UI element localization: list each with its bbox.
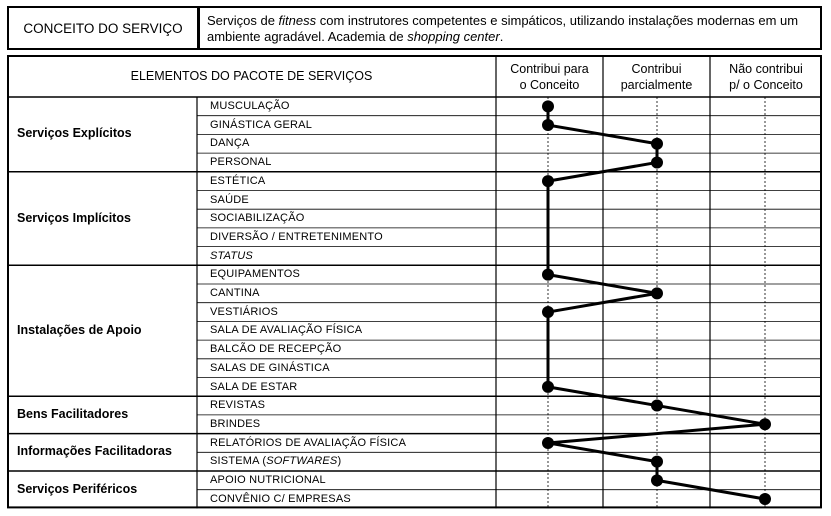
item-label: CANTINA bbox=[210, 287, 260, 299]
group-label: Informações Facilitadoras bbox=[17, 444, 172, 459]
profile-dot bbox=[542, 269, 554, 281]
concept-description bbox=[207, 13, 812, 45]
item-label: EQUIPAMENTOS bbox=[210, 268, 301, 281]
profile-dot bbox=[651, 400, 663, 412]
concept-text-part: . bbox=[499, 29, 504, 44]
item-label: APOIO NUTRICIONAL bbox=[210, 474, 326, 486]
group-label: Serviços Explícitos bbox=[17, 126, 132, 141]
elements-header: ELEMENTOS DO PACOTE DE SERVIÇOS bbox=[130, 69, 373, 83]
item-label: RELATÓRIOS DE AVALIAÇÃO FÍSICA bbox=[210, 436, 407, 449]
item-label: BALCÃO DE RECEPÇÃO bbox=[210, 343, 342, 356]
concept-label: CONCEITO DO SERVIÇO bbox=[23, 20, 183, 36]
profile-dot bbox=[542, 306, 554, 318]
profile-dot bbox=[651, 474, 663, 486]
item-label: CONVÊNIO C/ EMPRESAS bbox=[210, 492, 351, 505]
item-label: SALA DE AVALIAÇÃO FÍSICA bbox=[210, 324, 363, 337]
item-label: SALAS DE GINÁSTICA bbox=[210, 361, 330, 374]
service-package-table bbox=[7, 55, 822, 510]
profile-dot bbox=[651, 138, 663, 150]
item-label: SOCIABILIZAÇÃO bbox=[210, 212, 305, 225]
profile-dot bbox=[651, 156, 663, 168]
item-label: DANÇA bbox=[210, 137, 250, 150]
concept-text-box bbox=[198, 6, 822, 50]
column-header-line2: parcialmente bbox=[620, 78, 693, 92]
column-header-line2: p/ o Conceito bbox=[729, 78, 803, 92]
concept-text-part: fitness bbox=[278, 13, 317, 28]
profile-dot bbox=[759, 493, 771, 505]
item-label: PERSONAL bbox=[210, 156, 272, 169]
concept-text-part: com instrutores competentes e simpáticos, utilizando instalações modernas em um ambiente agradável. Academia de bbox=[207, 13, 799, 44]
profile-dot bbox=[542, 119, 554, 131]
item-label: MUSCULAÇÃO bbox=[210, 100, 290, 112]
table-grid-and-profile bbox=[7, 55, 822, 510]
item-label: BRINDES bbox=[210, 417, 261, 430]
item-label: ESTÉTICA bbox=[210, 174, 266, 187]
column-header-line1: Não contribui bbox=[729, 62, 803, 76]
group-label: Serviços Periféricos bbox=[17, 481, 138, 496]
group-label: Serviços Implícitos bbox=[17, 210, 131, 225]
profile-dot bbox=[651, 456, 663, 468]
profile-dot bbox=[542, 381, 554, 393]
profile-dot bbox=[759, 418, 771, 430]
item-label: GINÁSTICA GERAL bbox=[210, 118, 313, 131]
column-header-line2: o Conceito bbox=[519, 78, 580, 92]
profile-dot bbox=[542, 100, 554, 112]
item-label: VESTIÁRIOS bbox=[210, 305, 279, 318]
item-label: SAÚDE bbox=[210, 193, 249, 206]
profile-dot bbox=[542, 175, 554, 187]
column-header-line1: Contribui bbox=[631, 62, 682, 76]
item-label: REVISTAS bbox=[210, 399, 266, 412]
profile-dot bbox=[542, 437, 554, 449]
item-label: SALA DE ESTAR bbox=[210, 380, 298, 393]
concept-text-part: Serviços de bbox=[207, 13, 279, 28]
table-border bbox=[8, 56, 821, 507]
group-label: Bens Facilitadores bbox=[17, 406, 129, 421]
concept-text-part: shopping center bbox=[407, 29, 500, 44]
profile-dot bbox=[651, 287, 663, 299]
item-label: SISTEMA (SOFTWARES) bbox=[210, 455, 342, 468]
item-label: DIVERSÃO / ENTRETENIMENTO bbox=[210, 230, 383, 243]
column-header-line1: Contribui para bbox=[510, 62, 589, 76]
item-label: STATUS bbox=[210, 249, 253, 262]
concept-label-box bbox=[7, 6, 199, 50]
group-label: Instalações de Apoio bbox=[17, 322, 142, 337]
